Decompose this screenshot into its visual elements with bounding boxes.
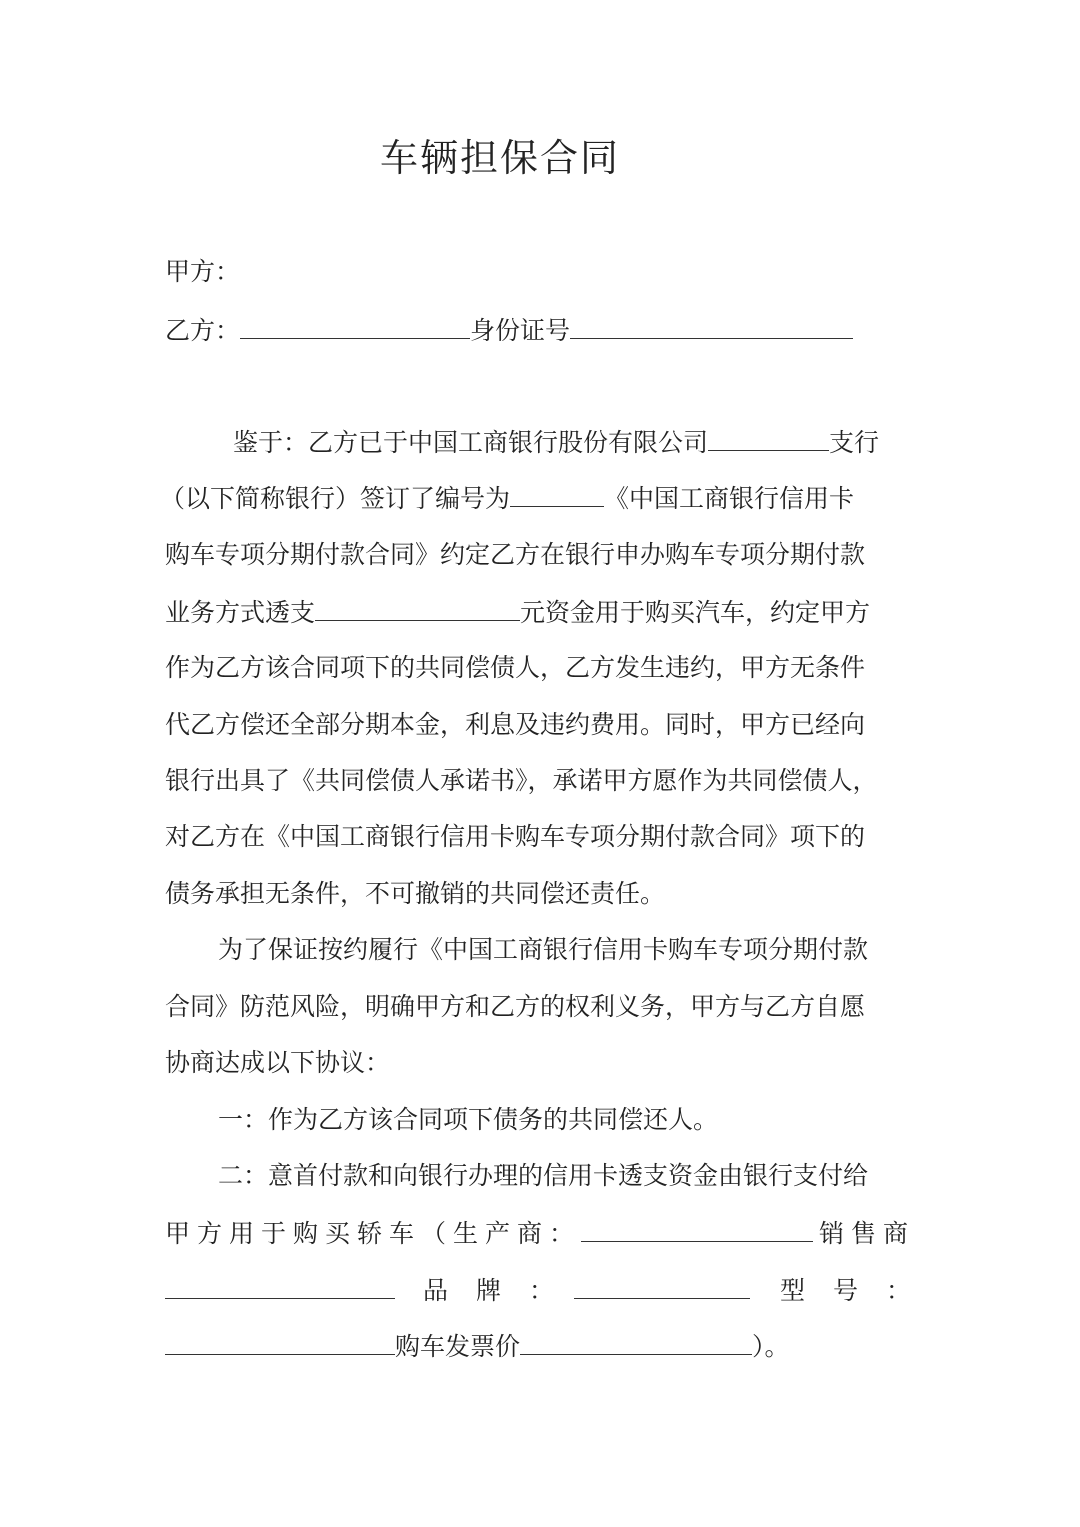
para1-line-4 (165, 592, 870, 633)
party-b-line (165, 310, 853, 351)
dealer-label: 销售商 (819, 1219, 916, 1248)
para1-text-12: 债务承担无条件，不可撤销的共同偿还责任。 (165, 879, 666, 908)
clause-2-line-4 (165, 1326, 790, 1367)
clause-1 (218, 1100, 718, 1140)
para1-text-5: 购车专项分期付款合同》约定乙方在银行申办购车专项分期付款 (165, 540, 866, 569)
para1-line-9 (165, 874, 665, 914)
para2-text-3: 协商达成以下协议： (165, 1048, 391, 1077)
para2-line-2 (165, 987, 865, 1027)
para1-line-1 (233, 422, 879, 463)
party-a-label: 甲方： (165, 257, 241, 286)
clause-2-line-3 (165, 1270, 939, 1311)
party-b-label: 乙方： (165, 316, 241, 345)
para1-text-9: 代乙方偿还全部分期本金，利息及违约费用。同时，甲方已经向 (165, 710, 866, 739)
brand-blank[interactable] (574, 1270, 750, 1299)
para1-line-5 (165, 648, 865, 688)
invoice-price-label: 购车发票价 (395, 1332, 521, 1361)
para1-line-8 (165, 817, 865, 857)
clause-1-text: 一：作为乙方该合同项下债务的共同偿还人。 (218, 1105, 719, 1134)
para1-line-2 (160, 478, 854, 519)
branch-blank[interactable] (708, 422, 829, 451)
para1-line-3 (165, 535, 865, 575)
para2-line-1 (218, 930, 868, 970)
clause-2-line-2 (165, 1213, 915, 1254)
clause-2-text-2: 甲方用于购买轿车（生产商： (165, 1219, 582, 1248)
model-blank[interactable] (165, 1326, 395, 1355)
id-number-blank[interactable] (570, 310, 853, 339)
para1-text-11: 对乙方在《中国工商银行信用卡购车专项分期付款合同》项下的 (165, 822, 866, 851)
brand-label: 品牌： (423, 1276, 583, 1305)
para1-text-1: 鉴于：乙方已于中国工商银行股份有限公司 (233, 428, 709, 457)
overdraft-amount-blank[interactable] (315, 592, 520, 621)
para1-text-3: （以下简称银行）签订了编号为 (160, 484, 511, 513)
dealer-blank[interactable] (165, 1270, 395, 1299)
manufacturer-blank[interactable] (581, 1213, 813, 1242)
para1-text-6: 业务方式透支 (165, 598, 316, 627)
para1-text-4: 《中国工商银行信用卡 (604, 484, 855, 513)
party-a-line (165, 252, 240, 292)
clause-2-text-1: 二：意首付款和向银行办理的信用卡透支资金由银行支付给 (218, 1161, 869, 1190)
para2-line-3 (165, 1043, 390, 1083)
para2-text-2: 合同》防范风险，明确甲方和乙方的权利义务，甲方与乙方自愿 (165, 992, 866, 1021)
contract-number-blank[interactable] (510, 478, 604, 507)
para1-text-10: 银行出具了《共同偿债人承诺书》，承诺甲方愿作为共同偿债人， (165, 766, 878, 795)
clause-2-line-1 (218, 1156, 868, 1196)
para1-text-8: 作为乙方该合同项下的共同偿债人，乙方发生违约，甲方无条件 (165, 653, 866, 682)
invoice-price-blank[interactable] (520, 1326, 752, 1355)
closing-bracket: ）。 (752, 1332, 790, 1361)
id-number-label: 身份证号 (470, 316, 571, 345)
model-label: 型号： (780, 1276, 940, 1305)
para2-text-1: 为了保证按约履行《中国工商银行信用卡购车专项分期付款 (218, 935, 869, 964)
para1-text-7: 元资金用于购买汽车，约定甲方 (520, 598, 871, 627)
para1-line-6 (165, 705, 865, 745)
para1-text-2: 支行 (829, 428, 880, 457)
para1-line-7 (165, 761, 878, 801)
party-b-name-blank[interactable] (240, 310, 470, 339)
document-title: 车辆担保合同 (379, 136, 620, 180)
